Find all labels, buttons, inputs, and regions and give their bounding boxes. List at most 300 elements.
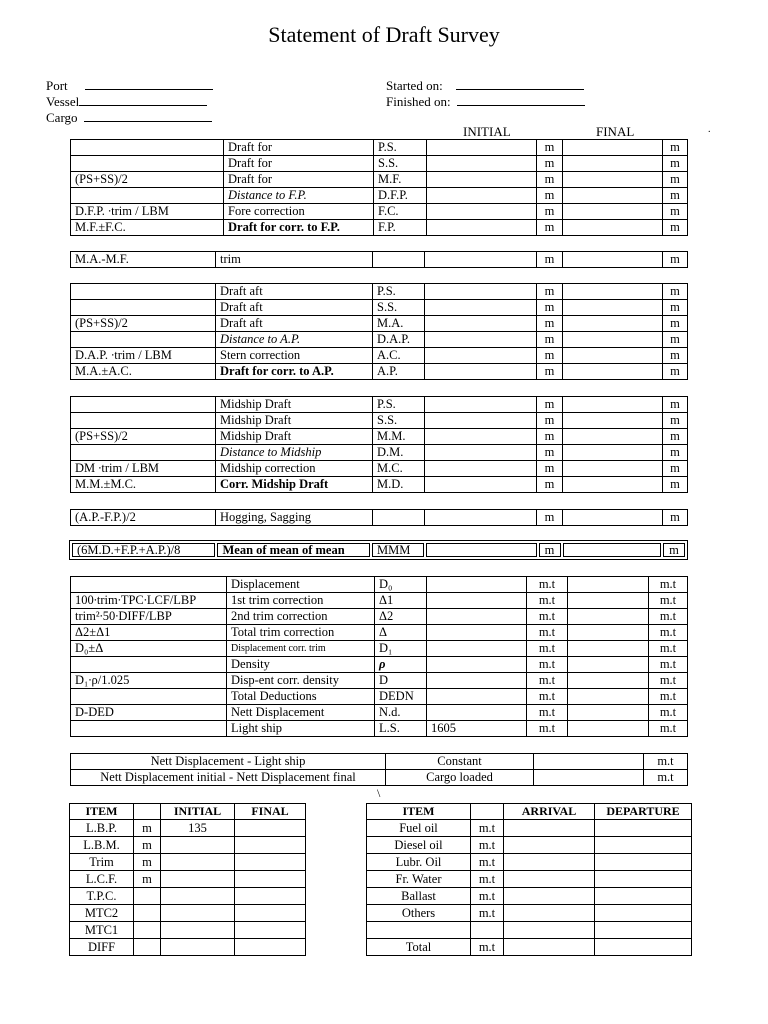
fwd-formula: M.F.±F.C. [71,220,224,236]
left_table-value-b[interactable] [235,939,306,956]
hogging-unit-final: m [663,510,688,526]
aft-draft-table [70,283,688,380]
disp-formula: D-DED [71,705,227,721]
fwd-final-input[interactable] [563,204,663,220]
mid-row [71,461,688,477]
disp-initial-input[interactable] [427,705,527,721]
aft-desc: Draft aft [216,300,373,316]
mid-code: M.C. [373,461,425,477]
disp-final-input[interactable] [568,721,649,737]
left_table-row [70,905,306,922]
mid-initial-input[interactable] [425,413,537,429]
fwd-unit-final: m [663,140,688,156]
cargo-label: Cargo [46,110,78,125]
trim-row [71,252,688,268]
disp-row [71,657,688,673]
mid-unit-final: m [663,461,688,477]
fwd-desc: Draft for [224,140,374,156]
left_table-value-b[interactable] [235,820,306,837]
trim-table [70,251,688,268]
right_table-unit: m.t [471,854,504,871]
fwd-unit-final: m [663,156,688,172]
mid-unit-final: m [663,477,688,493]
aft-unit-final: m [663,300,688,316]
summary-row [71,754,688,770]
initial-header: INITIAL [463,124,511,139]
fwd-formula [71,156,224,172]
left_table-unit: m [134,820,161,837]
hogging-unit-initial: m [537,510,563,526]
fwd-initial-input[interactable] [427,220,537,236]
disp-unit-final: m.t [649,593,688,609]
trim-initial-input[interactable] [425,252,537,268]
port-field[interactable] [46,78,213,94]
aft-code: P.S. [373,284,425,300]
aft-formula: M.A.±A.C. [71,364,216,380]
fwd-draft-table [70,139,688,236]
fwd-row [71,172,688,188]
mid-final-input[interactable] [563,413,663,429]
disp-desc: Displacement [227,577,375,593]
right_table-value-a[interactable] [504,837,595,854]
left_table-item: Trim [70,854,134,871]
right_table-value-a[interactable] [504,905,595,922]
mid-initial-input[interactable] [425,429,537,445]
aft-desc: Stern correction [216,348,373,364]
disp-initial-input[interactable] [427,673,527,689]
disp-unit-final: m.t [649,673,688,689]
aft-unit-initial: m [537,348,563,364]
mmm-table [70,541,687,559]
disp-final-input[interactable] [568,689,649,705]
finished-field[interactable] [386,94,585,110]
left_table-header-cell: FINAL [235,804,306,820]
mid-unit-initial: m [537,477,563,493]
summary-desc: Cargo loaded [386,770,534,786]
stray-backslash: \ [377,786,381,800]
mid-formula [71,397,216,413]
right_table-header-cell [471,804,504,820]
left_table-value-a[interactable] [161,871,235,888]
mid-initial-input[interactable] [425,461,537,477]
left_table-value-a[interactable] [161,854,235,871]
fwd-final-input[interactable] [563,156,663,172]
aft-formula: (PS+SS)/2 [71,316,216,332]
mid-unit-initial: m [537,413,563,429]
right_table-value-b[interactable] [595,820,692,837]
left_table-value-b[interactable] [235,871,306,888]
vessel-blank[interactable] [79,94,207,106]
fwd-initial-input[interactable] [427,140,537,156]
left_table-item: DIFF [70,939,134,956]
fwd-code: F.C. [374,204,427,220]
disp-code: D₀ [375,577,427,593]
trim-unit-initial: m [537,252,563,268]
disp-initial-input[interactable] [427,657,527,673]
summary-formula: Nett Displacement - Light ship [71,754,386,770]
disp-code: DEDN [375,689,427,705]
fwd-final-input[interactable] [563,188,663,204]
fwd-initial-input[interactable] [427,156,537,172]
mid-desc: Distance to Midship [216,445,373,461]
aft-initial-input[interactable] [425,348,537,364]
disp-final-input[interactable] [568,657,649,673]
disp-unit-final: m.t [649,609,688,625]
fwd-desc: Draft for [224,172,374,188]
disp-unit-initial: m.t [527,577,568,593]
mid-formula: M.M.±M.C. [71,477,216,493]
left_table-row [70,854,306,871]
left_table-unit [134,939,161,956]
mmm-final-input[interactable] [563,543,661,557]
disp-unit-final: m.t [649,577,688,593]
aft-final-input[interactable] [563,284,663,300]
right_table-header-cell: ARRIVAL [504,804,595,820]
aft-unit-initial: m [537,284,563,300]
final-header: FINAL [596,124,635,139]
right_table-value-a[interactable] [504,854,595,871]
right_table-unit: m.t [471,888,504,905]
aft-unit-initial: m [537,300,563,316]
disp-initial-input[interactable] [427,609,527,625]
cargo-blank[interactable] [84,110,212,122]
ship-particulars-header [70,804,306,820]
mid-initial-input[interactable] [425,397,537,413]
mid-initial-input[interactable] [425,445,537,461]
mid-row [71,397,688,413]
disp-desc: Total trim correction [227,625,375,641]
aft-code: M.A. [373,316,425,332]
disp-row [71,689,688,705]
aft-initial-input[interactable] [425,300,537,316]
mmm-initial-input[interactable] [426,543,536,557]
disp-final-input[interactable] [568,641,649,657]
aft-unit-final: m [663,348,688,364]
fwd-final-input[interactable] [563,140,663,156]
fwd-code: F.P. [374,220,427,236]
aft-row [71,364,688,380]
disp-unit-final: m.t [649,705,688,721]
disp-row [71,721,688,737]
left_table-item: L.B.M. [70,837,134,854]
disp-row [71,673,688,689]
disp-final-input[interactable] [568,593,649,609]
mid-final-input[interactable] [563,397,663,413]
disp-initial-input[interactable] [427,577,527,593]
left_table-value-b[interactable] [235,837,306,854]
left_table-value-a[interactable]: 135 [161,820,235,837]
aft-row [71,300,688,316]
aft-final-input[interactable] [563,364,663,380]
hogging-code [373,510,425,526]
left_table-value-a[interactable] [161,837,235,854]
mid-desc: Midship correction [216,461,373,477]
hogging-desc: Hogging, Sagging [216,510,373,526]
mid-desc: Midship Draft [216,429,373,445]
right_table-item: Fr. Water [367,871,471,888]
disp-desc: Displacement corr. trim [227,641,375,657]
port-blank[interactable] [85,78,213,90]
mmm-unit-final: m [663,543,685,557]
fwd-unit-final: m [663,188,688,204]
right_table-unit: m.t [471,837,504,854]
left_table-header-cell [134,804,161,820]
left_table-value-a[interactable] [161,888,235,905]
fwd-formula: D.F.P. ∙trim / LBM [71,204,224,220]
disp-unit-initial: m.t [527,641,568,657]
right_table-value-b[interactable] [595,854,692,871]
mid-initial-input[interactable] [425,477,537,493]
left_table-value-a[interactable] [161,922,235,939]
left_table-row [70,837,306,854]
aft-unit-initial: m [537,364,563,380]
aft-final-input[interactable] [563,316,663,332]
stray-dot: . [708,124,711,135]
fwd-row [71,188,688,204]
fwd-row [71,140,688,156]
disp-row [71,593,688,609]
aft-desc: Draft aft [216,284,373,300]
mid-final-input[interactable] [563,429,663,445]
aft-initial-input[interactable] [425,364,537,380]
fwd-initial-input[interactable] [427,188,537,204]
right_table-item: Ballast [367,888,471,905]
aft-final-input[interactable] [563,332,663,348]
fwd-initial-input[interactable] [427,172,537,188]
started-blank[interactable] [456,78,584,90]
hogging-row [71,510,688,526]
mmm-code: MMM [372,543,424,557]
left_table-header-cell: ITEM [70,804,134,820]
fwd-desc: Fore correction [224,204,374,220]
left_table-value-a[interactable] [161,939,235,956]
disp-code: N.d. [375,705,427,721]
disp-initial-input[interactable] [427,641,527,657]
aft-row [71,284,688,300]
aft-initial-input[interactable] [425,284,537,300]
right_table-row [367,888,692,905]
left_table-unit: m [134,837,161,854]
right_table-unit: m.t [471,939,504,956]
aft-code: A.C. [373,348,425,364]
deductibles-table [366,803,692,956]
hogging-initial-input[interactable] [425,510,537,526]
summary-unit: m.t [644,754,688,770]
disp-code: ρ [375,657,427,673]
disp-formula [71,577,227,593]
mid-final-input[interactable] [563,461,663,477]
right_table-value-b[interactable] [595,837,692,854]
fwd-desc: Draft for [224,156,374,172]
summary-value-input[interactable] [534,754,644,770]
finished-label: Finished on: [386,94,451,109]
disp-desc: Light ship [227,721,375,737]
disp-unit-final: m.t [649,689,688,705]
disp-row [71,641,688,657]
mid-desc: Corr. Midship Draft [216,477,373,493]
fwd-initial-input[interactable] [427,204,537,220]
right_table-value-b[interactable] [595,939,692,956]
disp-code: L.S. [375,721,427,737]
disp-final-input[interactable] [568,577,649,593]
disp-formula: D₀±Δ [71,641,227,657]
mid-row [71,445,688,461]
disp-final-input[interactable] [568,625,649,641]
aft-unit-initial: m [537,316,563,332]
trim-final-input[interactable] [563,252,663,268]
fwd-desc: Distance to F.P. [224,188,374,204]
left_table-item: L.C.F. [70,871,134,888]
left_table-unit: m [134,854,161,871]
disp-formula [71,689,227,705]
summary-value-input[interactable] [534,770,644,786]
disp-desc: Density [227,657,375,673]
fwd-unit-final: m [663,204,688,220]
aft-final-input[interactable] [563,348,663,364]
disp-initial-input[interactable] [427,689,527,705]
aft-code: A.P. [373,364,425,380]
disp-initial-input[interactable] [427,593,527,609]
right_table-value-a[interactable] [504,871,595,888]
disp-row [71,625,688,641]
hogging-final-input[interactable] [563,510,663,526]
left_table-item: MTC2 [70,905,134,922]
aft-row [71,332,688,348]
fwd-unit-initial: m [537,140,563,156]
disp-unit-final: m.t [649,641,688,657]
displacement-table [70,576,688,737]
left_table-row [70,871,306,888]
fwd-unit-initial: m [537,172,563,188]
vessel-field[interactable] [46,94,207,110]
hogging-formula: (A.P.-F.P.)/2 [71,510,216,526]
aft-code: D.A.P. [373,332,425,348]
right_table-value-a[interactable] [504,939,595,956]
mid-unit-initial: m [537,429,563,445]
right_table-item: Lubr. Oil [367,854,471,871]
left_table-row [70,888,306,905]
disp-initial-input[interactable] [427,625,527,641]
fwd-code: S.S. [374,156,427,172]
disp-final-input[interactable] [568,673,649,689]
aft-initial-input[interactable] [425,316,537,332]
left_table-value-b[interactable] [235,922,306,939]
mid-code: M.M. [373,429,425,445]
mid-code: P.S. [373,397,425,413]
mid-code: S.S. [373,413,425,429]
disp-row [71,577,688,593]
left_table-row [70,939,306,956]
disp-unit-initial: m.t [527,689,568,705]
disp-row [71,609,688,625]
right_table-value-b[interactable] [595,871,692,888]
disp-row [71,705,688,721]
aft-initial-input[interactable] [425,332,537,348]
right_table-item: Total [367,939,471,956]
fwd-final-input[interactable] [563,172,663,188]
right_table-unit: m.t [471,871,504,888]
fwd-formula [71,140,224,156]
right_table-row [367,837,692,854]
vessel-label: Vessel [46,94,80,109]
summary-table [70,753,688,786]
aft-unit-final: m [663,332,688,348]
right_table-value-a[interactable] [504,922,595,939]
aft-final-input[interactable] [563,300,663,316]
aft-row [71,316,688,332]
mid-row [71,477,688,493]
right_table-value-b[interactable] [595,888,692,905]
disp-final-input[interactable] [568,705,649,721]
fwd-formula [71,188,224,204]
disp-formula: D₁∙ρ/1.025 [71,673,227,689]
fwd-unit-initial: m [537,204,563,220]
disp-formula [71,721,227,737]
finished-blank[interactable] [457,94,585,106]
cargo-field[interactable] [46,110,212,126]
mmm-unit-initial: m [539,543,561,557]
disp-formula: 100∙trim∙TPC∙LCF/LBP [71,593,227,609]
mid-formula [71,413,216,429]
right_table-value-b[interactable] [595,905,692,922]
right_table-unit [471,922,504,939]
aft-formula [71,332,216,348]
trim-desc: trim [216,252,373,268]
right_table-value-b[interactable] [595,922,692,939]
fwd-row [71,220,688,236]
right_table-value-a[interactable] [504,820,595,837]
right_table-item: Others [367,905,471,922]
left_table-value-a[interactable] [161,905,235,922]
disp-formula: trim²∙50∙DIFF/LBP [71,609,227,625]
right_table-header-cell: DEPARTURE [595,804,692,820]
left_table-value-b[interactable] [235,854,306,871]
right_table-item [367,922,471,939]
left_table-unit [134,905,161,922]
disp-code: Δ [375,625,427,641]
mid-final-input[interactable] [563,445,663,461]
fwd-final-input[interactable] [563,220,663,236]
disp-unit-initial: m.t [527,609,568,625]
trim-formula: M.A.-M.F. [71,252,216,268]
aft-desc: Distance to A.P. [216,332,373,348]
mid-desc: Midship Draft [216,397,373,413]
deductibles-header [367,804,692,820]
mid-code: D.M. [373,445,425,461]
disp-unit-initial: m.t [527,657,568,673]
disp-desc: 2nd trim correction [227,609,375,625]
fwd-unit-initial: m [537,156,563,172]
mid-final-input[interactable] [563,477,663,493]
right_table-value-a[interactable] [504,888,595,905]
left_table-value-b[interactable] [235,888,306,905]
disp-final-input[interactable] [568,609,649,625]
summary-unit: m.t [644,770,688,786]
left_table-value-b[interactable] [235,905,306,922]
disp-initial-input[interactable]: 1605 [427,721,527,737]
port-label: Port [46,78,68,93]
left_table-item: MTC1 [70,922,134,939]
fwd-unit-initial: m [537,188,563,204]
disp-unit-final: m.t [649,625,688,641]
fwd-formula: (PS+SS)/2 [71,172,224,188]
mid-unit-final: m [663,429,688,445]
disp-formula [71,657,227,673]
aft-unit-final: m [663,316,688,332]
aft-formula: D.A.P. ∙trim / LBM [71,348,216,364]
left_table-unit [134,888,161,905]
started-field[interactable] [386,78,584,94]
